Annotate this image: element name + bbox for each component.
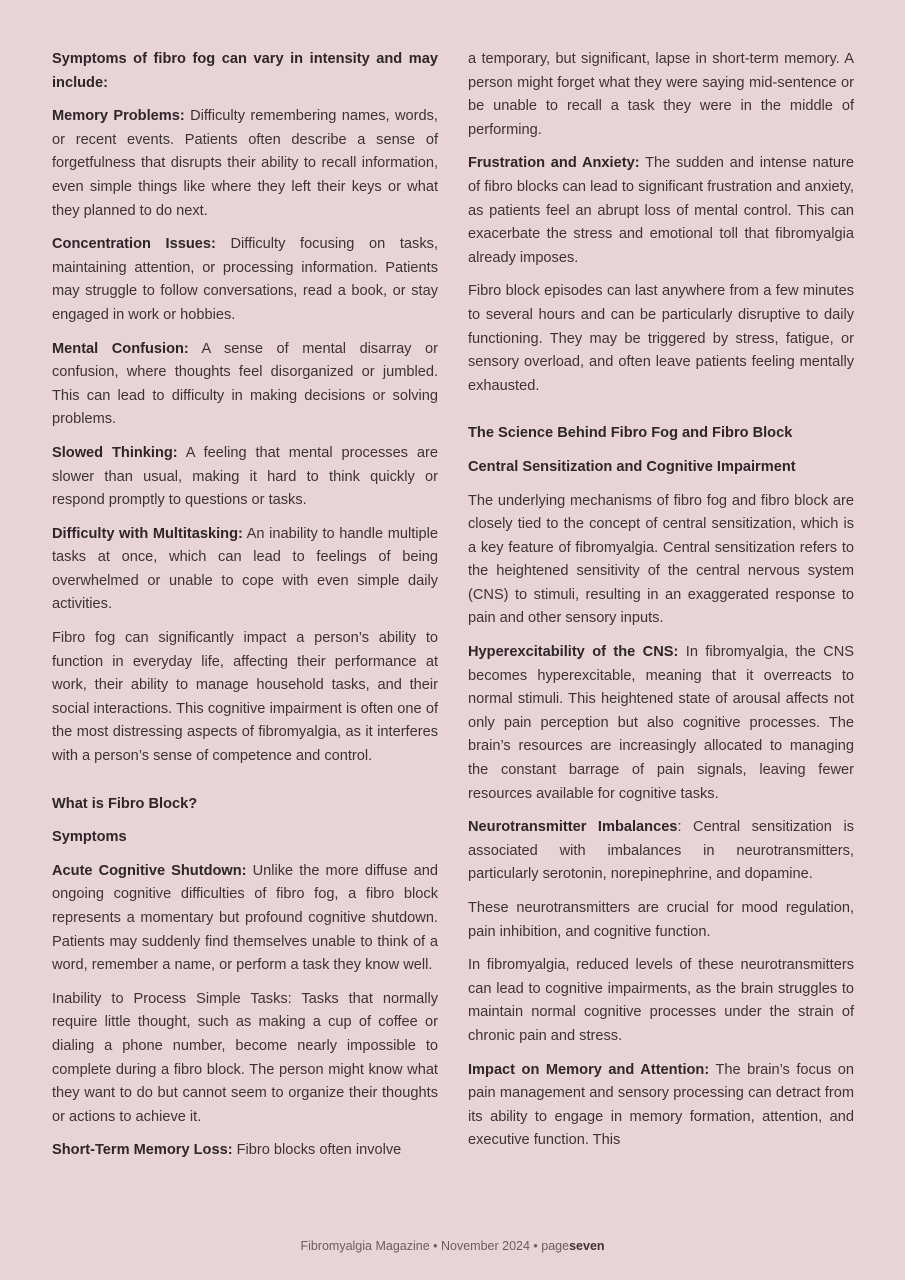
- paragraph-memory-problems: Memory Problems: Difficulty remembering names, words, or recent events. Patients often describe a sense of forgetfulness that disrupts their ability to recall information, even simple things like where they left their keys or what they planned to do next.: [52, 108, 438, 219]
- paragraph-concentration: Concentration Issues: Difficulty focusing on tasks, maintaining attention, or processing information. Patients may struggle to follow conversations, read a book, or stay engaged in work or hobbies.: [52, 236, 438, 323]
- paragraph-slowed-thinking: Slowed Thinking: A feeling that mental processes are slower than usual, making it hard to think quickly or respond promptly to questions or tasks.: [52, 444, 438, 509]
- paragraph-impact: Fibro fog can significantly impact a person’s ability to function in everyday life, affecting their performance at work, their ability to manage household tasks, and their social interactions. This cognitive impairment is often one of the most distressing aspects of fibromyalgia, as it interferes with a person’s sense of competence and control.: [52, 630, 438, 765]
- paragraph-multitasking: Difficulty with Multitasking: An inability to handle multiple tasks at once, which can lead to feelings of being overwhelmed or unable to cope with even simple daily activities.: [52, 525, 438, 613]
- left-column: [52, 48, 438, 1173]
- paragraph-mental-confusion: Mental Confusion: A sense of mental disarray or confusion, where thoughts feel disorganized or jumbled. This can lead to difficulty in making decisions or solving problems.: [52, 340, 439, 428]
- paragraph-episode-duration: Fibro block episodes can last anywhere from a few minutes to several hours and can be particularly disruptive to daily functioning. They may be triggered by stress, fatigue, or sensory overload, and often leave patients feeling mentally exhausted.: [468, 283, 854, 394]
- page-footer: Fibromyalgia Magazine • November 2024 • pageseven: [300, 1239, 605, 1253]
- page-number: seven: [569, 1239, 605, 1253]
- paragraph-acute-shutdown: Acute Cognitive Shutdown: Unlike the more diffuse and ongoing cognitive difficulties of fibro fog, a fibro block represents a momentary but profound cognitive shutdown. Patients may suddenly find themselves unable to think of a word, remember a name, or perform a task they know well.: [52, 862, 438, 974]
- right-column: [468, 48, 854, 1163]
- issue-date: November 2024: [441, 1239, 530, 1253]
- heading-symptoms: Symptoms: [52, 829, 127, 846]
- paragraph-hyperexcitability: Hyperexcitability of the CNS: In fibromyalgia, the CNS becomes hyperexcitable, meaning that it overreacts to normal stimuli. This heightened state of arousal affects not only pain perception but also cognitive processes. The brain’s resources are increasingly allocated to managing the constant barrage of pain signals, leaving fewer resources available for cognitive tasks.: [468, 644, 854, 802]
- paragraph-neurotransmitters: Neurotransmitter Imbalances: Central sensitization is associated with imbalances in neurotransmitters, particularly serotonin, norepinephrine, and dopamine.: [468, 819, 854, 883]
- intro-heading: Symptoms of fibro fog can vary in intensity and may include:: [52, 51, 438, 91]
- paragraph-short-term-memory: Short-Term Memory Loss: Fibro blocks often involve: [52, 1142, 402, 1159]
- heading-science: The Science Behind Fibro Fog and Fibro Block: [468, 425, 793, 442]
- paragraph-memory-attention: Impact on Memory and Attention: The brain’s focus on pain management and sensory processing can detract from its ability to engage in memory formation, attention, and executive function. This: [468, 1061, 854, 1149]
- paragraph-memory-continued: a temporary, but significant, lapse in short-term memory. A person might forget what they were saying mid-sentence or be unable to recall a task they were in the middle of performing.: [468, 51, 854, 138]
- heading-what-is-fibro-block: What is Fibro Block?: [52, 795, 198, 812]
- paragraph-neurotransmitter-role: These neurotransmitters are crucial for mood regulation, pain inhibition, and cognitive function.: [468, 900, 854, 940]
- heading-central-sensitization: Central Sensitization and Cognitive Impairment: [468, 458, 796, 475]
- page-label: page: [541, 1239, 570, 1253]
- paragraph-frustration: Frustration and Anxiety: The sudden and intense nature of fibro blocks can lead to significant frustration and anxiety, as patients feel an abrupt loss of mental control. This can exacerbate the stress and emotional toll that fibromyalgia already imposes.: [468, 155, 854, 266]
- paragraph-reduced-levels: In fibromyalgia, reduced levels of these neurotransmitters can lead to cognitive impairments, as the brain struggles to maintain normal cognitive processes under the strain of chronic pain and stress.: [468, 957, 854, 1044]
- paragraph-simple-tasks: Inability to Process Simple Tasks: Tasks that normally require little thought, such as making a cup of coffee or dialing a phone number, become nearly impossible to complete during a fibro block. The person might know what they want to do but cannot seem to organize their thoughts or actions to achieve it.: [52, 990, 438, 1125]
- magazine-name: Fibromyalgia Magazine: [300, 1239, 430, 1253]
- paragraph-mechanisms: The underlying mechanisms of fibro fog and fibro block are closely tied to the concept of central sensitization, which is a key feature of fibromyalgia. Central sensitization refers to the heightened sensitivity of the central nervous system (CNS) to stimuli, resulting in an exaggerated response to pain and other sensory inputs.: [468, 492, 854, 627]
